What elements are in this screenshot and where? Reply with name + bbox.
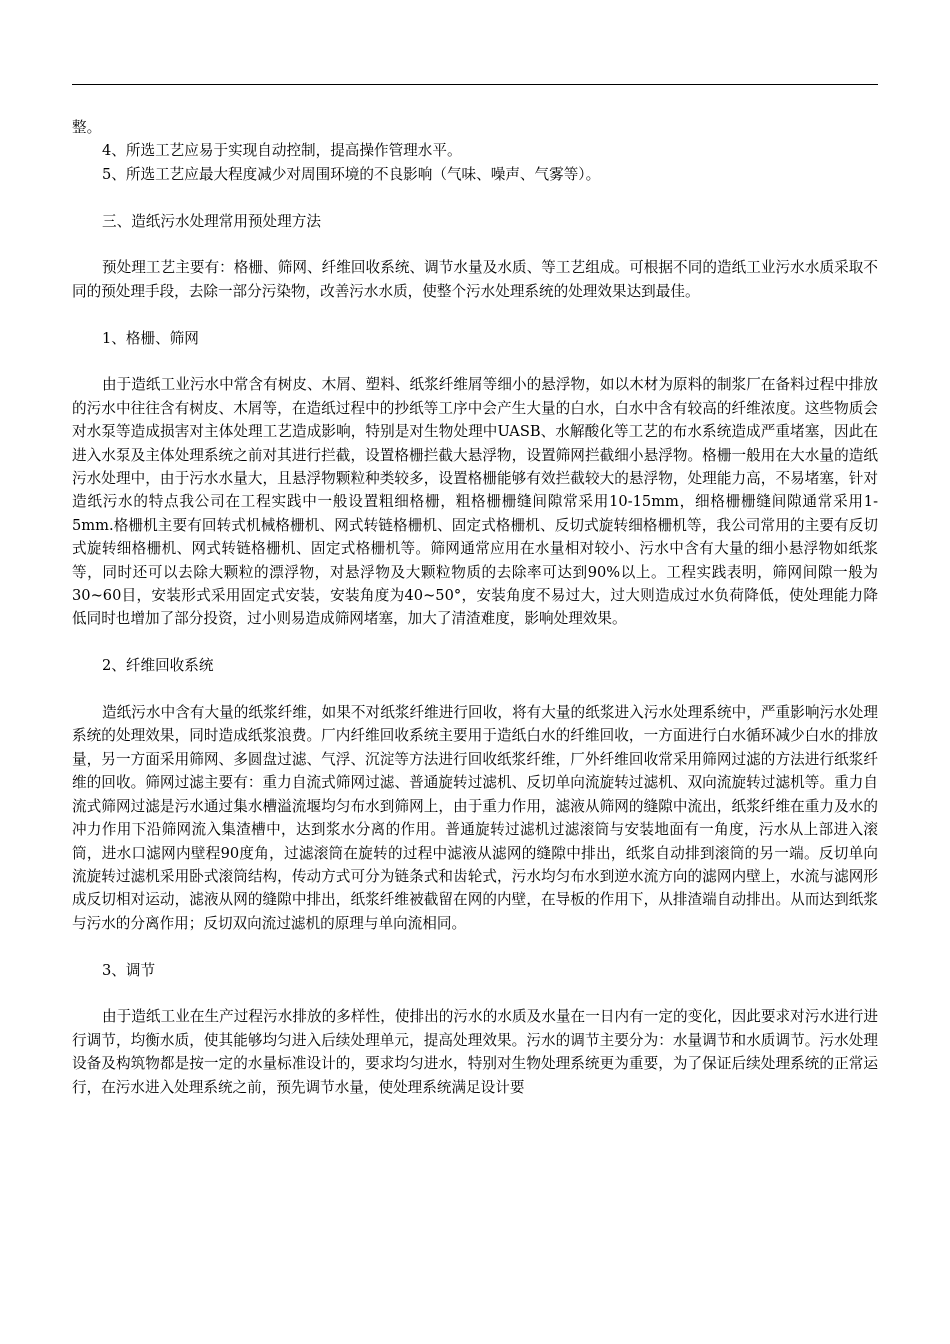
section-heading-3: 三、造纸污水处理常用预处理方法: [102, 212, 321, 230]
document-body: [72, 116, 878, 1099]
paragraph-regulation: 由于造纸工业在生产过程污水排放的多样性，使排出的污水的水质及水量在一日内有一定的变化，因此要求对污水进行进行调节，均衡水质，使其能够均匀进入后续处理单元，提高处理效果。污水的调节主要分为：水量调节和水质调节。污水处理设备及构筑物都是按一定的水量标准设计的，要求均匀进水，特别对生物处理系统更为重要，为了保证后续处理系统的正常运行，在污水进入处理系统之前，预先调节水量，使处理系统满足设计要: [72, 1008, 878, 1096]
paragraph-fiber-recovery: 造纸污水中含有大量的纸浆纤维，如果不对纸浆纤维进行回收，将有大量的纸浆进入污水处理系统中，严重影响污水处理系统的处理效果，同时造成纸浆浪费。厂内纤维回收系统主要用于造纸白水的纤维回收，一方面进行白水循环减少白水的排放量，另一方面采用筛网、多圆盘过滤、气浮、沉淀等方法进行回收纸浆纤维，厂外纤维回收常采用筛网过滤的方法进行纸浆纤维的回收。筛网过滤主要有：重力自流式筛网过滤、普通旋转过滤机、反切单向流旋转过滤机、双向流旋转过滤机等。重力自流式筛网过滤是污水通过集水槽溢流堰均匀布水到筛网上，由于重力作用，滤液从筛网的缝隙中流出，纸浆纤维在重力及水的冲力作用下沿筛网流入集渣槽中，达到浆水分离的作用。普通旋转过滤机过滤滚筒与安装地面有一角度，污水从上部进入滚筒，进水口滤网内壁程90度角，过滤滚筒在旋转的过程中滤液从滤网的缝隙中排出，纸浆自动排到滚筒的另一端。反切单向流旋转过滤机采用卧式滚筒结构，传动方式可分为链条式和齿轮式，污水均匀布水到逆水流方向的滤网内壁上，水流与滤网形成反切相对运动，滤液从网的缝隙中排出，纸浆纤维被截留在网的内壁，在导板的作用下，从排渣端自动排出。从而达到纸浆与污水的分离作用；反切双向流过滤机的原理与单向流相同。: [72, 704, 878, 932]
subheading-grille-screen: 1、格栅、筛网: [102, 329, 199, 347]
list-item-5: 5、所选工艺应最大程度减少对周围环境的不良影响（气味、噪声、气雾等）。: [102, 165, 601, 183]
subheading-fiber-recovery: 2、纤维回收系统: [102, 657, 214, 675]
subheading-regulation: 3、调节: [102, 961, 156, 979]
paragraph-continuation: 整。: [72, 119, 102, 136]
paragraph-pretreatment-intro: 预处理工艺主要有：格栅、筛网、纤维回收系统、调节水量及水质、等工艺组成。可根据不同的造纸工业污水水质采取不同的预处理手段，去除一部分污染物，改善污水水质，使整个污水处理系统的处理效果达到最佳。: [72, 259, 878, 300]
list-item-4: 4、所选工艺应易于实现自动控制，提高操作管理水平。: [102, 142, 462, 160]
paragraph-grille-screen: 由于造纸工业污水中常含有树皮、木屑、塑料、纸浆纤维屑等细小的悬浮物，如以木材为原料的制浆厂在备料过程中排放的污水中往往含有树皮、木屑等，在造纸过程中的抄纸等工序中会产生大量的白水，白水中含有较高的纤维浓度。这些物质会对水泵等造成损害对主体处理工艺造成影响，特别是对生物处理中UASB、水解酸化等工艺的布水系统造成严重堵塞，因此在进入水泵及主体处理系统之前对其进行拦截，设置格栅拦截大悬浮物，设置筛网拦截细小悬浮物。格栅一般用在大水量的造纸污水处理中，由于污水水量大，且悬浮物颗粒种类较多，设置格栅能够有效拦截较大的悬浮物，处理能力高，不易堵塞，针对造纸污水的特点我公司在工程实践中一般设置粗细格栅，粗格栅栅缝间隙常采用10-15mm，细格栅栅缝间隙通常采用1-5mm.格栅机主要有回转式机械格栅机、网式转链格栅机、固定式格栅机、反切式旋转细格栅机等，我公司常用的主要有反切式旋转细格栅机、网式转链格栅机、固定式格栅机等。筛网通常应用在水量相对较小、污水中含有大量的细小悬浮物如纸浆等，同时还可以去除大颗粒的漂浮物，对悬浮物及大颗粒物质的去除率可达到90%以上。工程实践表明，筛网间隙一般为30~60目，安装形式采用固定式安装，安装角度为40~50°，安装角度不易过大，过大则造成过水负荷降低，使处理能力降低同时也增加了部分投资，过小则易造成筛网堵塞，加大了清渣难度，影响处理效果。: [72, 376, 878, 628]
header-rule: [72, 84, 878, 85]
